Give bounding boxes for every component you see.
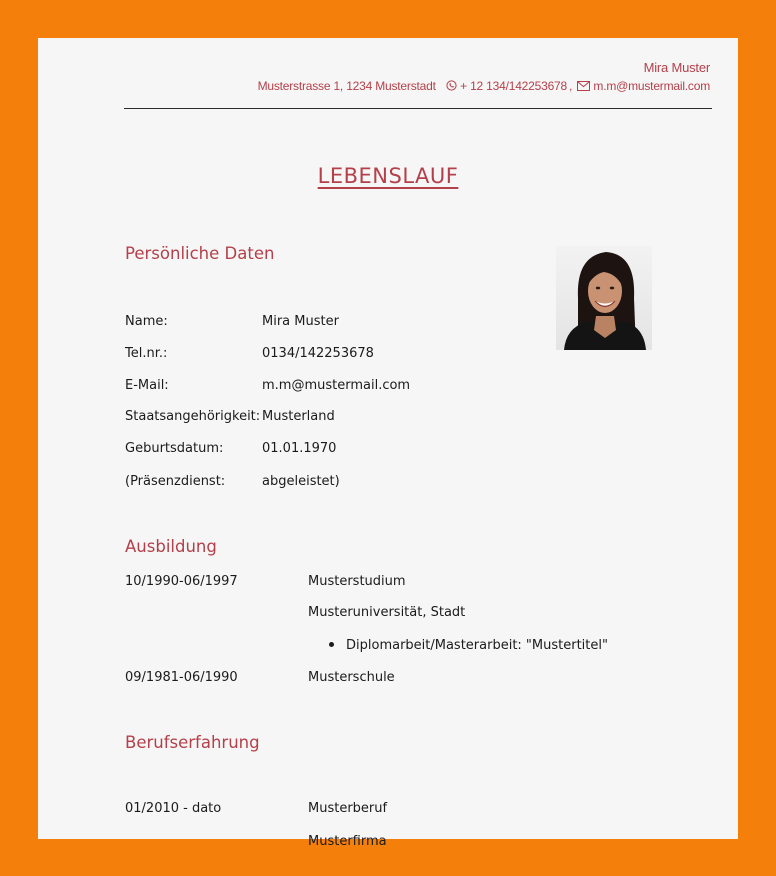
education-entry: [125, 670, 395, 685]
document-title: LEBENSLAUF: [317, 164, 459, 188]
experience-entry: [125, 801, 388, 816]
personal-row-email: [125, 378, 411, 393]
bullet-icon: [329, 642, 334, 647]
header-phone: + 12 134/142253678: [460, 79, 567, 93]
experience-cut-line: Musterfirma: [308, 834, 387, 849]
field-value: Musterland: [262, 409, 335, 424]
field-value: m.m@mustermail.com: [262, 378, 411, 393]
personal-row-nationality: [125, 409, 335, 424]
field-value: 01.01.1970: [262, 441, 337, 456]
education-entry: [125, 574, 406, 589]
header-divider: [124, 108, 712, 109]
field-value: abgeleistet): [262, 474, 340, 489]
field-label: Geburtsdatum:: [125, 441, 224, 456]
education-place: Musteruniversität, Stadt: [308, 605, 466, 620]
personal-row-service: [125, 474, 340, 489]
field-label: Name:: [125, 314, 168, 329]
entry-period: 01/2010 - dato: [125, 801, 222, 816]
entry-period: 09/1981-06/1990: [125, 670, 238, 685]
entry-period: 10/1990-06/1997: [125, 574, 238, 589]
education-bullet: [329, 638, 608, 653]
phone-icon: [446, 79, 460, 93]
section-heading-personal: Persönliche Daten: [125, 244, 275, 263]
header-contact-line: Musterstrasse 1, 1234 Musterstadt + 12 134/142253678 , m.m@mustermail.com: [257, 79, 710, 93]
entry-title: Musterschule: [308, 670, 395, 685]
field-label: Staatsangehörigkeit:: [125, 409, 261, 424]
header-email: m.m@mustermail.com: [593, 79, 710, 93]
entry-title: Musterberuf: [308, 801, 388, 816]
bullet-text: Diplomarbeit/Masterarbeit: "Mustertitel": [346, 638, 608, 653]
field-value: Mira Muster: [262, 314, 339, 329]
section-heading-education: Ausbildung: [125, 537, 217, 556]
field-label: E-Mail:: [125, 378, 169, 393]
entry-title: Musterstudium: [308, 574, 406, 589]
header-name: Mira Muster: [643, 60, 710, 75]
portrait-photo: [556, 246, 652, 350]
cv-page: [38, 38, 738, 849]
header-address: Musterstrasse 1, 1234 Musterstadt: [257, 79, 436, 93]
field-label: Tel.nr.:: [125, 346, 168, 361]
field-label: (Präsenzdienst:: [125, 474, 226, 489]
envelope-icon: [577, 79, 593, 93]
section-heading-experience: Berufserfahrung: [125, 733, 260, 752]
personal-row-birthdate: [125, 441, 337, 456]
personal-row-name: [125, 314, 339, 329]
field-value: 0134/142253678: [262, 346, 374, 361]
personal-row-phone: [125, 346, 374, 361]
